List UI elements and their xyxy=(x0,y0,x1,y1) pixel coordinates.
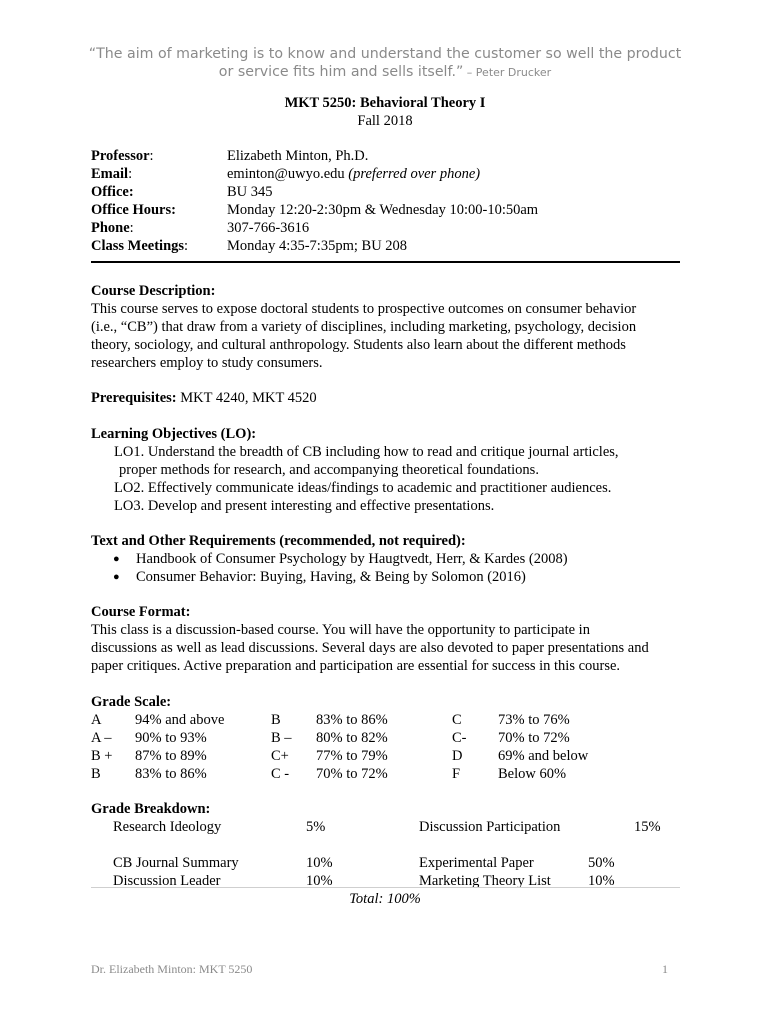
info-label: Professor xyxy=(91,148,150,164)
grade-scale-table xyxy=(91,711,691,783)
course-info-table xyxy=(91,147,538,255)
info-row-class-meetings: Class Meetings: Monday 4:35-7:35pm; BU 208 xyxy=(91,238,408,254)
info-label: Email xyxy=(91,166,129,182)
course-description-section xyxy=(91,282,691,372)
quote-line-1: “The aim of marketing is to know and understand the customer so well the product xyxy=(88,46,682,62)
grade-scale-heading-block xyxy=(91,693,691,711)
bullet-icon: ● xyxy=(113,553,120,565)
table-row: B 83% to 86% C - 70% to 72% F Below 60% xyxy=(91,766,567,782)
objective-item: LO1. Understand the breadth of CB including how to read and critique journal articles, xyxy=(114,444,619,460)
format-line: This class is a discussion-based course. You will have the opportunity to participate in xyxy=(91,622,590,638)
grade-breakdown-table xyxy=(91,800,691,890)
info-value: Monday 12:20-2:30pm & Wednesday 10:00-10:50am xyxy=(227,202,539,218)
quote-line-2: or service fits him and sells itself.” xyxy=(218,64,464,80)
info-value: Monday 4:35-7:35pm; BU 208 xyxy=(227,238,408,254)
info-row-professor: Professor: Elizabeth Minton, Ph.D. xyxy=(91,148,369,164)
epigraph-quote xyxy=(80,45,690,82)
info-value: 307-766-3616 xyxy=(227,220,310,236)
objective-item-continued: proper methods for research, and accompanying theoretical foundations. xyxy=(119,462,539,478)
info-value: BU 345 xyxy=(227,184,273,200)
table-row: B + 87% to 89% C+ 77% to 79% D 69% and below xyxy=(91,748,589,764)
course-format-section xyxy=(91,603,691,675)
list-item: ● Consumer Behavior: Buying, Having, & Being by Solomon (2016) xyxy=(113,569,526,585)
prerequisites-section xyxy=(91,389,691,407)
section-heading: Prerequisites: xyxy=(91,390,177,406)
section-heading: Course Format: xyxy=(91,604,191,620)
info-label: Phone xyxy=(91,220,130,236)
section-heading: Course Description: xyxy=(91,283,216,299)
objective-item: LO3. Develop and present interesting and effective presentations. xyxy=(114,498,495,514)
table-row: A – 90% to 93% B – 80% to 82% C- 70% to 72% xyxy=(91,730,570,746)
learning-objectives-section xyxy=(91,425,691,515)
breakdown-divider xyxy=(91,887,680,888)
section-heading: Learning Objectives (LO): xyxy=(91,426,257,442)
footer-text: Dr. Elizabeth Minton: MKT 5250 xyxy=(91,962,253,976)
course-title: MKT 5250: Behavioral Theory I xyxy=(284,95,486,111)
grade-total: Total: 100% xyxy=(349,891,421,907)
section-heading: Grade Scale: xyxy=(91,694,172,710)
info-row-office xyxy=(91,183,538,201)
prerequisites-value: MKT 4240, MKT 4520 xyxy=(176,390,317,406)
info-row-phone: Phone: 307-766-3616 xyxy=(91,220,310,236)
description-line: (i.e., “CB”) that draw from a variety of disciplines, including marketing, psychology, decision xyxy=(91,319,637,335)
info-row-office-hours xyxy=(91,201,538,219)
list-item: ● Handbook of Consumer Psychology by Haugtvedt, Herr, & Kardes (2008) xyxy=(113,551,568,567)
info-label: Office: xyxy=(91,184,134,200)
email-link[interactable]: eminton@uwyo.edu xyxy=(227,166,349,182)
objective-item: LO2. Effectively communicate ideas/findings to academic and practitioner audiences. xyxy=(114,480,612,496)
table-row: Research Ideology 5% Discussion Participation 15% xyxy=(113,819,661,835)
info-label: Office Hours: xyxy=(91,202,176,218)
quote-attribution: – Peter Drucker xyxy=(463,66,552,79)
section-heading: Text and Other Requirements (recommended, not required): xyxy=(91,533,466,549)
format-line: paper critiques. Active preparation and participation are essential for success in this course. xyxy=(91,658,621,674)
page-number: 1 xyxy=(662,962,668,976)
course-term: Fall 2018 xyxy=(357,113,413,129)
text-requirements-section xyxy=(91,532,691,586)
table-row: A 94% and above B 83% to 86% C 73% to 76% xyxy=(91,712,570,728)
info-row-email: Email: eminton@uwyo.edu (preferred over phone) xyxy=(91,166,481,182)
bullet-icon: ● xyxy=(113,571,120,583)
course-header xyxy=(0,94,770,130)
info-label: Class Meetings xyxy=(91,238,185,254)
format-line: discussions as well as lead discussions. Several days are also devoted to paper presentations and xyxy=(91,640,649,656)
table-row: Discussion Leader 10% Marketing Theory List 10% xyxy=(113,873,615,889)
description-line: This course serves to expose doctoral students to prospective outcomes on consumer behavior xyxy=(91,301,637,317)
header-divider xyxy=(91,261,680,263)
description-line: theory, sociology, and cultural anthropology. Students also learn about the different methods xyxy=(91,337,626,353)
description-line: researchers employ to study consumers. xyxy=(91,355,323,371)
email-note: (preferred over phone) xyxy=(348,166,481,182)
section-heading: Grade Breakdown: xyxy=(91,801,211,817)
table-row: CB Journal Summary 10% Experimental Paper 50% xyxy=(113,855,615,871)
info-value: Elizabeth Minton, Ph.D. xyxy=(227,148,369,164)
